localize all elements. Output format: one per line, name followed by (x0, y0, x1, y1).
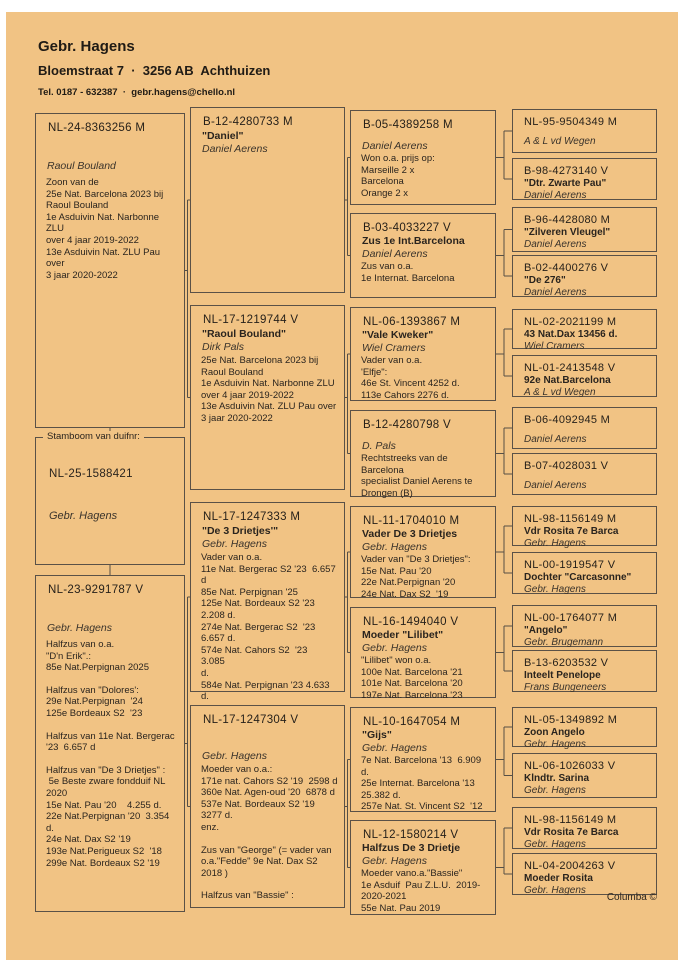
performance-line: 2020-2021 (361, 891, 407, 903)
pigeon-name: Zoon Angelo (524, 727, 585, 738)
ring-number: NL-95-9504349 M (524, 116, 618, 128)
pigeon-name: "Raoul Bouland" (202, 328, 287, 340)
fancier-name: Gebr. Hagens (362, 742, 427, 754)
performance-line: Moeder vano.a."Bassie" (361, 868, 463, 879)
performance-line: 257e Nat. St. Vincent S2 '12 (361, 801, 483, 813)
fancier-name: Gebr. Hagens (202, 750, 267, 762)
performance-line: d. (201, 667, 209, 679)
pigeon-name: "Angelo" (524, 625, 568, 636)
performance-line: "Lilibet" won o.a. (361, 655, 432, 666)
ring-number: NL-06-1026033 V (524, 760, 616, 772)
performance-line: 537e Nat. Bordeaux S2 '19 (201, 798, 315, 810)
fancier-name: Wiel Cramers (524, 341, 585, 352)
pedigree-box-gen4-5 (512, 309, 657, 352)
pigeon-name: "Vale Kweker" (362, 329, 434, 341)
pigeon-name: "Daniel" (202, 130, 244, 142)
fancier-name: Daniel Aerens (524, 287, 587, 298)
fancier-name: Raoul Bouland (47, 160, 116, 172)
ring-number: NL-24-8363256 M (48, 122, 146, 134)
pedigree-box-gen4-7 (512, 407, 657, 449)
performance-line: "D'n Erik".: (46, 650, 91, 662)
performance-line: 55e Nat. Pau 2019 (361, 902, 441, 914)
performance-line: specialist Daniel Aerens te (361, 476, 473, 488)
pedigree-box-gen3-6 (350, 607, 496, 701)
performance-line: 274e Nat. Bergerac S2 '23 (201, 621, 316, 633)
performance-line: Orange 2 x (361, 187, 408, 199)
ring-number: B-96-4428080 M (524, 214, 611, 226)
pedigree-box-gen4-4 (512, 255, 657, 297)
pedigree-box-gen1-2 (35, 575, 185, 912)
performance-line: 13e Asduivin Nat. ZLU Pau over (201, 401, 337, 413)
ring-number: B-05-4389258 M (363, 119, 453, 131)
performance-line: d. (201, 691, 209, 703)
fancier-name: Daniel Aerens (202, 143, 268, 155)
pedigree-box-gen4-9 (512, 506, 657, 549)
pedigree-box-gen4-6 (512, 355, 657, 397)
pedigree-box-gen4-12 (512, 650, 657, 692)
fancier-name: Gebr. Hagens (524, 739, 586, 750)
pedigree-box-gen3-5 (350, 506, 496, 598)
ring-number: NL-23-9291787 V (48, 584, 144, 596)
pedigree-box-gen4-15 (512, 807, 657, 849)
performance-line: 2018 ) (201, 867, 228, 879)
pigeon-name: Halfzus De 3 Drietje (362, 842, 461, 854)
performance-line: 2.208 d. (201, 609, 236, 621)
performance-line: 113e Cahors 2276 d. (361, 389, 450, 401)
performance-line: Zoon van de (46, 177, 99, 188)
fancier-name: A & L vd Wegen (524, 387, 596, 398)
fancier-name: Gebr. Hagens (362, 855, 427, 867)
performance-line: Won o.a. prijs op: (361, 153, 435, 164)
fancier-name: Daniel Aerens (524, 190, 587, 201)
performance-line: 125e Nat. Bordeaux S2 '23 (201, 598, 315, 610)
pigeon-name: Vader De 3 Drietjes (362, 528, 458, 540)
pedigree-box-gen2-2 (190, 305, 345, 490)
ring-number: B-02-4400276 V (524, 262, 609, 274)
ring-number: NL-17-1247333 M (203, 511, 301, 523)
performance-line: 360e Nat. Agen-oud '20 6878 d (201, 787, 335, 799)
pedigree-box-gen4-8 (512, 453, 657, 495)
performance-line: 3 jaar 2020-2022 (201, 412, 273, 424)
fancier-name: Dirk Pals (202, 341, 245, 353)
pedigree-box-gen4-16 (512, 853, 657, 895)
performance-line: 25e Nat. Barcelona 2023 bij (201, 355, 319, 366)
pigeon-name: 92e Nat.Barcelona (524, 375, 611, 386)
fancier-name: Wiel Cramers (362, 342, 426, 354)
fancier-name: A & L vd Wegen (524, 136, 596, 147)
performance-line: Halfzus van "Bassie" : (201, 890, 294, 902)
pigeon-name: Moeder "Lilibet" (362, 629, 444, 641)
ring-number: NL-00-1764077 M (524, 612, 618, 624)
performance-line: 24e Nat. Dax S2 '19 (46, 834, 131, 846)
fancier-name: Frans Bungeneers (524, 682, 607, 693)
performance-line: 25e Internat. Barcelona '13 (361, 778, 475, 790)
pedigree-box-gen4-2 (512, 158, 657, 200)
performance-line: 25e Nat. Barcelona 2023 bij (46, 188, 164, 200)
fancier-name: Gebr. Hagens (524, 584, 586, 595)
pigeon-name: "Dtr. Zwarte Pau" (524, 178, 607, 189)
ring-number: NL-17-1219744 V (203, 314, 299, 326)
ring-number: B-06-4092945 M (524, 414, 611, 426)
ring-number: B-07-4028031 V (524, 460, 609, 472)
ring-number: NL-04-2004263 V (524, 860, 616, 872)
ring-number: B-12-4280733 M (203, 116, 293, 128)
performance-line: 13e Asduivin Nat. ZLU Pau over (46, 246, 163, 270)
fancier-name: Daniel Aerens (362, 140, 428, 152)
performance-line: Barcelona (361, 176, 404, 188)
ring-number: B-03-4033227 V (363, 222, 451, 234)
subject-ring-number: NL-25-1588421 (49, 468, 133, 480)
ring-number: NL-05-1349892 M (524, 714, 618, 726)
performance-line: Halfzus van o.a. (46, 639, 115, 650)
fancier-name: Daniel Aerens (524, 434, 587, 445)
subject-owner-name: Gebr. Hagens (49, 510, 118, 522)
performance-line (46, 720, 179, 731)
performance-line: 1e Asduif Pau Z.L.U. 2019- (361, 879, 481, 891)
pedigree-box-gen1-1 (35, 113, 185, 428)
pigeon-name: Vdr Rosita 7e Barca (524, 827, 619, 838)
performance-line: 85e Nat.Perpignan 2025 (46, 662, 149, 674)
performance-line: Marseille 2 x (361, 164, 415, 176)
fancier-name: Gebr. Hagens (47, 622, 112, 634)
fancier-name: Daniel Aerens (524, 480, 587, 491)
performance-line: 11e Nat. Bergerac S2 '23 6.657 (201, 563, 336, 575)
performance-line: 25.382 d. (361, 789, 401, 801)
pedigree-box-gen3-2 (350, 213, 496, 298)
performance-line: 193e Nat.Perigueux S2 '18 (46, 845, 162, 857)
performance-line: 1e Asduivin Nat. Narbonne ZLU (201, 378, 335, 390)
pigeon-name: Vdr Rosita 7e Barca (524, 526, 619, 537)
performance-line: 1e Internat. Barcelona (361, 272, 455, 284)
performance-line: Halfzus van "De 3 Drietjes" : (46, 764, 166, 776)
ring-number: NL-06-1393867 M (363, 316, 461, 328)
fancier-name: Gebr. Hagens (524, 839, 586, 850)
performance-line: 24e Nat. Dax S2 '19 (361, 588, 449, 600)
fancier-name: D. Pals (362, 440, 396, 452)
pedigree-box-gen2-3 (190, 502, 345, 703)
performance-line: Vader van "De 3 Drietjes": (361, 554, 471, 565)
address-line: Bloemstraat 7 · 3256 AB Achthuizen (38, 63, 271, 78)
performance-line (201, 834, 339, 845)
performance-line: 22e Nat.Perpignan '20 (361, 577, 456, 589)
performance-line: 85e Nat. Perpignan '25 (201, 586, 298, 598)
fancier-name: Gebr. Hagens (524, 538, 586, 549)
pigeon-name: "De 276" (524, 275, 566, 286)
performance-line: '23 6.657 d (46, 742, 96, 754)
pedigree-box-gen3-8 (350, 820, 496, 915)
performance-line: over 4 jaar 2019-2022 (46, 234, 139, 246)
ring-number: B-12-4280798 V (363, 419, 451, 431)
contact-line: Tel. 0187 - 632387 · gebr.hagens@chello.nl (38, 87, 236, 98)
performance-line: Vader van o.a. (201, 552, 263, 563)
performance-line: 125e Bordeaux S2 '23 (46, 707, 143, 719)
subject-box-legend: Stamboom van duifnr: (43, 431, 144, 442)
performance-line: 22e Nat.Perpignan '20 3.354 d. (46, 811, 172, 834)
pedigree-box-gen4-10 (512, 552, 657, 594)
pedigree-box-gen4-11 (512, 605, 657, 647)
ring-number: B-13-6203532 V (524, 657, 609, 669)
columba-credit: Columba © (606, 892, 657, 903)
pigeon-name: Klndtr. Sarina (524, 773, 590, 784)
performance-line: 2020 (46, 787, 68, 799)
pigeon-name: "Gijs" (362, 729, 392, 741)
performance-line: 171e nat. Cahors S2 '19 2598 d (201, 775, 338, 787)
performance-line (46, 674, 179, 685)
fancier-name: Daniel Aerens (362, 248, 428, 260)
fancier-name: Gebr. Hagens (202, 538, 267, 550)
pigeon-name: Zus 1e Int.Barcelona (362, 235, 465, 247)
letterhead (38, 38, 270, 98)
pigeon-name: Dochter "Carcasonne" (524, 572, 632, 583)
performance-line: 197e Nat. Barcelona '23 (361, 689, 463, 701)
ring-number: NL-10-1647054 M (363, 716, 461, 728)
performance-line: 15e Nat. Pau '20 (361, 565, 432, 577)
ring-number: NL-17-1247304 V (203, 714, 299, 726)
fancier-name: Gebr. Hagens (362, 642, 427, 654)
ring-number: NL-98-1156149 M (524, 513, 617, 525)
performance-line: Zus van o.a. (361, 261, 414, 272)
performance-line: 101e Nat. Barcelona '20 (361, 678, 463, 690)
fancier-name: Gebr. Brugemann (524, 637, 604, 648)
pedigree-box-gen2-1 (190, 107, 345, 293)
ring-number: NL-00-1919547 V (524, 559, 616, 571)
performance-line: enz. (201, 821, 219, 833)
pedigree-box-gen3-7 (350, 707, 496, 812)
pedigree-box-gen4-3 (512, 207, 657, 252)
performance-line: Vader van o.a. (361, 355, 423, 366)
performance-line: 7e Nat. Barcelona '13 6.909 d. (361, 755, 484, 778)
pedigree-box-gen4-13 (512, 707, 657, 750)
performance-line: Rechtstreeks van de Barcelona (361, 453, 451, 476)
performance-line: d (201, 575, 207, 587)
pigeon-name: 43 Nat.Dax 13456 d. (524, 329, 618, 340)
performance-line: 6.657 d. (201, 633, 236, 645)
pedigree-box-gen4-14 (512, 753, 657, 798)
performance-line: 46e St. Vincent 4252 d. (361, 378, 460, 390)
fancier-name: Gebr. Hagens (524, 785, 586, 796)
fancier-name: Gebr. Hagens (524, 885, 586, 896)
performance-line: 5e Beste zware fondduif NL (46, 776, 166, 788)
ring-number: NL-02-2021199 M (524, 316, 617, 328)
pedigree-box-gen3-4 (350, 410, 496, 497)
fancier-name-title: Gebr. Hagens (38, 38, 135, 55)
performance-line: Raoul Bouland (46, 200, 109, 212)
pigeon-name: Inteelt Penelope (524, 670, 601, 681)
performance-line: 299e Nat. Bordeaux S2 '19 (46, 857, 160, 869)
fancier-name: Daniel Aerens (524, 239, 587, 250)
pigeon-name: "De 3 Drietjes'" (202, 525, 279, 537)
performance-line: 3277 d. (201, 810, 233, 822)
pigeon-name: Moeder Rosita (524, 873, 593, 884)
pigeon-name: "Zilveren Vleugel" (524, 227, 611, 238)
performance-line: 29e Nat.Perpignan '24 (46, 696, 143, 708)
performance-line (201, 879, 339, 890)
ring-number: NL-12-1580214 V (363, 829, 459, 841)
pedigree-box-gen3-1 (350, 110, 496, 205)
performance-line: 584e Nat. Perpignan '23 4.633 (201, 679, 330, 691)
ring-number: NL-16-1494040 V (363, 616, 459, 628)
subject-pigeon-box (35, 431, 185, 565)
performance-line: over 4 jaar 2019-2022 (201, 389, 294, 401)
performance-line: Drongen (B) (361, 487, 413, 499)
ring-number: NL-11-1704010 M (363, 515, 460, 527)
ring-number: NL-01-2413548 V (524, 362, 616, 374)
performance-line: 3 jaar 2020-2022 (46, 269, 118, 281)
performance-line: 'Elfje": (361, 366, 388, 378)
performance-line (46, 754, 179, 765)
performance-line: 15e Nat. Pau '20 4.255 d. (46, 799, 162, 811)
pedigree-box-gen2-4 (190, 705, 345, 908)
fancier-name: Gebr. Hagens (362, 541, 427, 553)
performance-line: Halfzus van 11e Nat. Bergerac (46, 730, 175, 742)
performance-line: Moeder van o.a.: (201, 764, 273, 775)
ring-number: B-98-4273140 V (524, 165, 609, 177)
pedigree-box-gen4-1 (512, 109, 657, 153)
performance-line: o.a."Fedde" 9e Nat. Dax S2 (201, 856, 318, 868)
pedigree-box-gen3-3 (350, 307, 496, 401)
performance-line: Halfzus van "Dolores': (46, 684, 139, 696)
performance-line: Zus van "George" (= vader van (201, 844, 332, 856)
performance-line: 574e Nat. Cahors S2 '23 3.085 (201, 644, 316, 668)
performance-line: Raoul Bouland (201, 366, 264, 378)
performance-line: 1e Asduivin Nat. Narbonne ZLU (46, 211, 162, 235)
performance-line: 100e Nat. Barcelona '21 (361, 666, 463, 678)
ring-number: NL-98-1156149 M (524, 814, 617, 826)
